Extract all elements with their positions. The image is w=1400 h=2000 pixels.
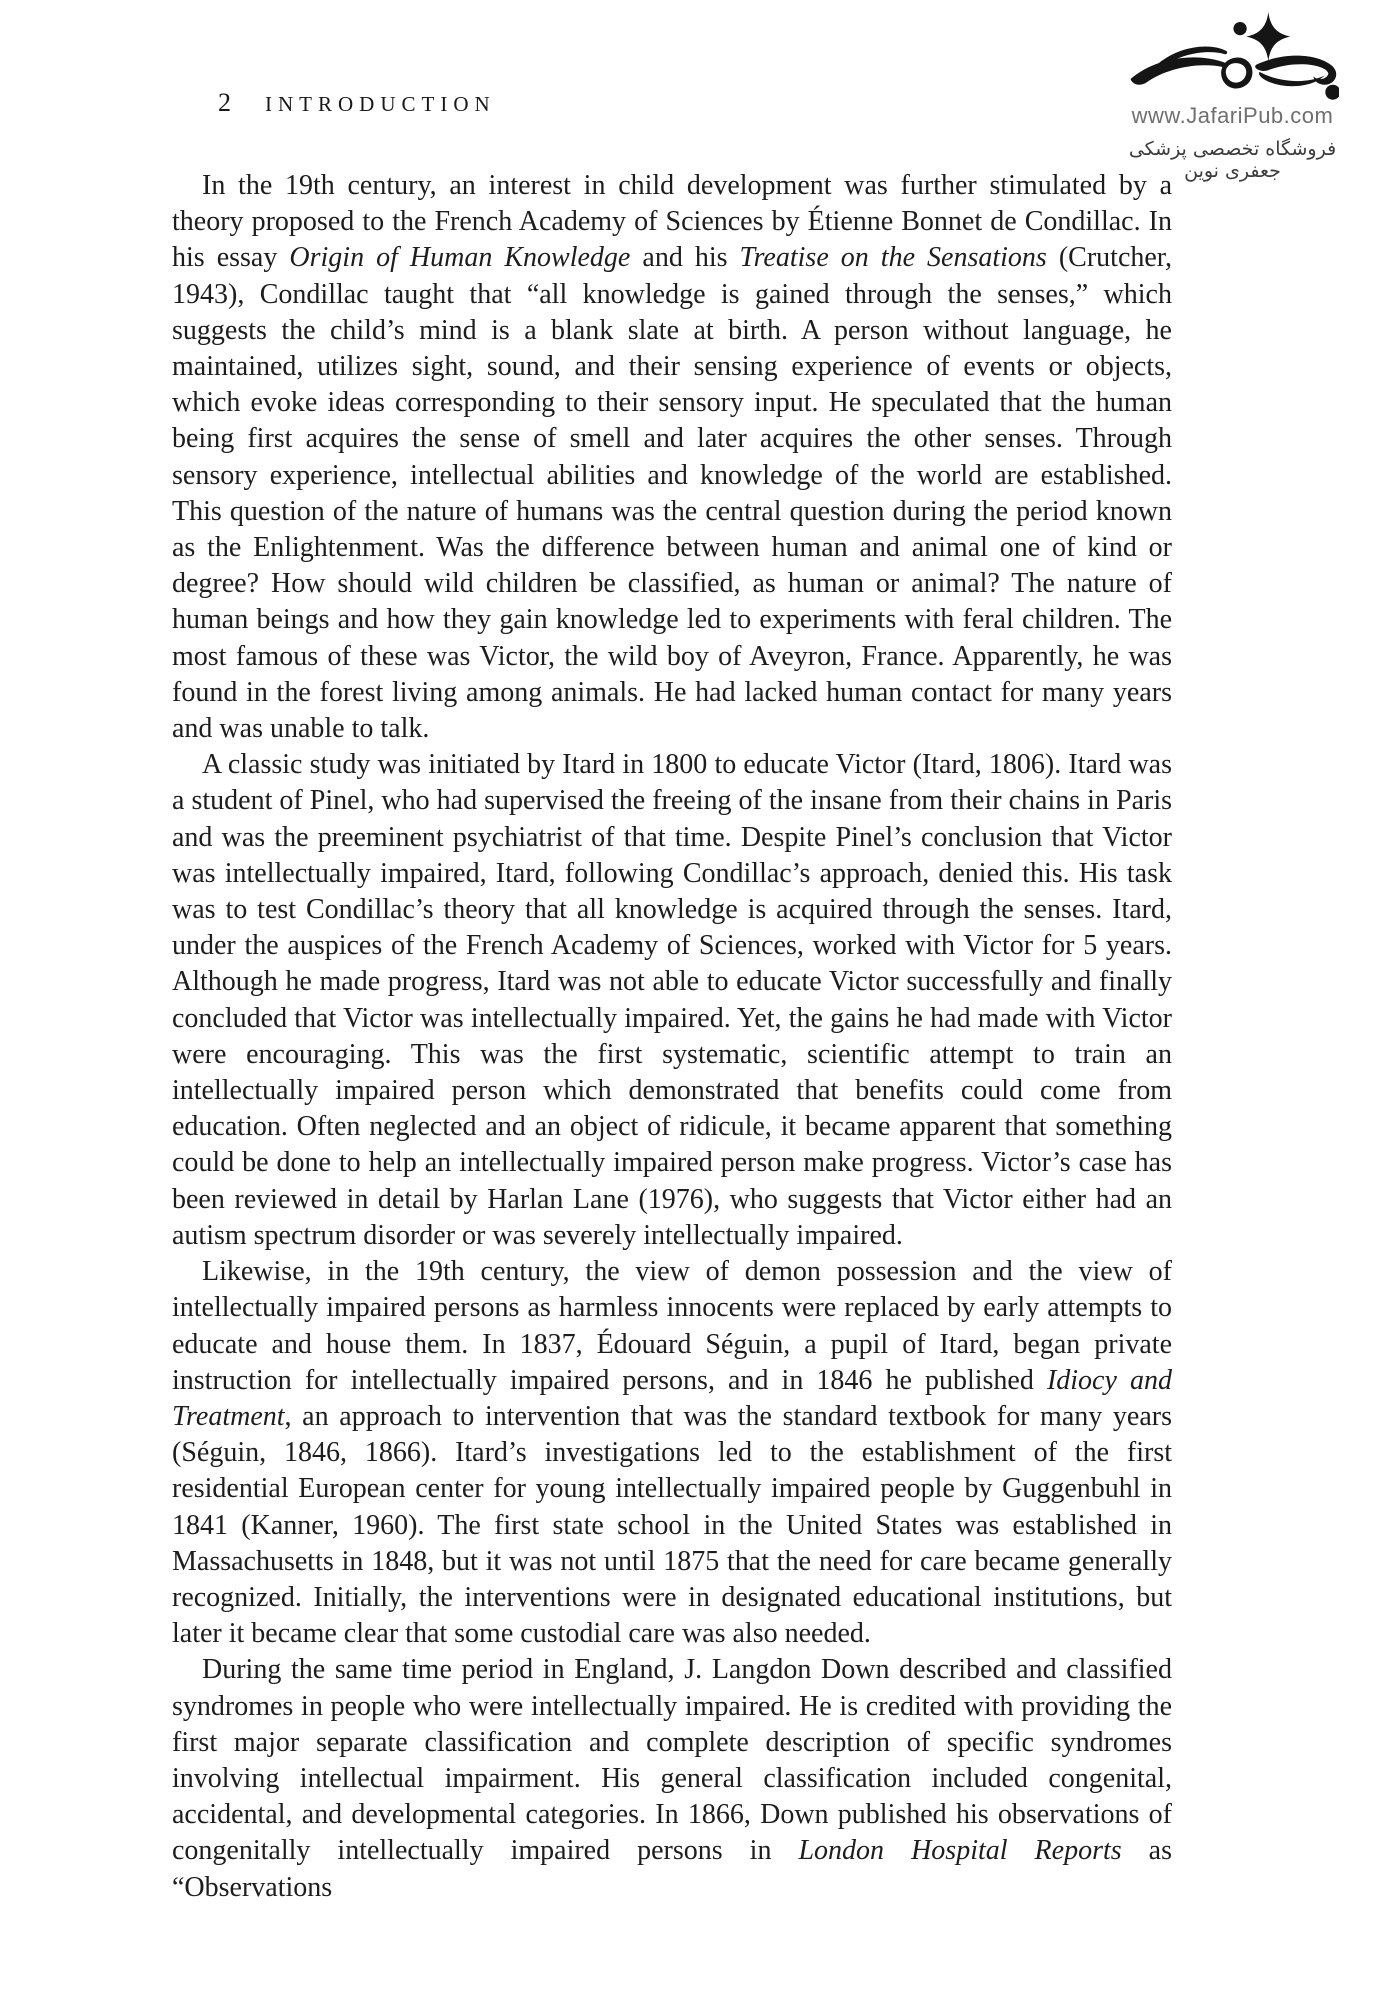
paragraph [172,1652,1172,1905]
body-run: as “Observations [172,1835,1172,1903]
body-run: and his [630,242,740,274]
italic-title-text: Origin of Human Knowledge [289,242,631,274]
italic-title-text: Idiocy and Treatment [172,1364,1172,1432]
publisher-url: www.JafariPub.com [1131,103,1334,128]
body-run: During the same time period in England, J. Langdon Down described and classified syndromes in people who were intellectually impaired. He is credited with providing the first major separate classification and complete description of specific syndromes involving intellectual impairment. His general classification included congenital, accidental, and developmental categories. In 1866, Down published his observations of congenitally intellectually impaired persons in [172,1654,1172,1867]
publisher-watermark [1105,10,1360,182]
paragraph [172,1254,1172,1652]
paragraph [172,168,1172,747]
publisher-tagline: فروشگاه تخصصی پزشکی جعفری نوین [1128,138,1337,182]
running-title: INTRODUCTION [265,92,496,116]
body-run: A classic study was initiated by Itard in 1800 to educate Victor (Itard, 1806). Itard was a student of Pinel, who had supervised the freeing of the insane from their chains in Paris and was the preeminent psychiatrist of that time. Despite Pinel’s conclusion that Victor was intellectually impaired, Itard, following Condillac’s approach, denied this. His task was to test Condillac’s theory that all knowledge is acquired through the senses. Itard, under the auspices of the French Academy of Sciences, worked with Victor for 5 years. Although he made progress, Itard was not able to educate Victor successfully and finally concluded that Victor was intellectually impaired. Yet, the gains he had made with Victor were encouraging. This was the first systematic, scientific attempt to train an intellectually impaired person which demonstrated that benefits could come from education. Often neglected and an object of ridicule, it became apparent that something could be done to help an intellectually impaired person make progress. Victor’s case has been reviewed in detail by Harlan Lane (1976), who suggests that Victor either had an autism spectrum disorder or was severely intellectually impaired. [172,749,1172,1251]
page-body [172,168,1172,1906]
italic-title-text: Treatise on the Sensations [739,242,1047,274]
paragraph [172,747,1172,1254]
body-run: In the 19th century, an interest in child development was further stimulated by a theory proposed to the French Academy of Sciences by Étienne Bonnet de Condillac. In his essay [172,170,1172,274]
body-run: (Crutcher, 1943), Condillac taught that “all knowledge is gained through the senses,” which suggests the child’s mind is a blank slate at birth. A person without language, he maintained, utilizes sight, sound, and their sensing experience of events or objects, which evoke ideas corresponding to their sensory input. He speculated that the human being first acquires the sense of smell and later acquires the other senses. Through sensory experience, intellectual abilities and knowledge of the world are established. This question of the nature of humans was the central question during the period known as the Enlightenment. Was the difference between human and animal one of kind or degree? How should wild children be classified, as human or animal? The nature of human beings and how they gain knowledge led to experiments with feral children. The most famous of these was Victor, the wild boy of Aveyron, France. Apparently, he was found in the forest living among animals. He had lacked human contact for many years and was unable to talk. [172,242,1173,745]
page-header [218,88,496,118]
jafaripub-logo-icon [1127,10,1339,102]
page-number: 2 [218,88,231,117]
body-run: Likewise, in the 19th century, the view of demon possession and the view of intellectually impaired persons as harmless innocents were replaced by early attempts to educate and house them. In 1837, Édouard Séguin, a pupil of Itard, began private instruction for intellectually impaired persons, and in 1846 he published [172,1256,1172,1396]
italic-title-text: London Hospital Reports [798,1835,1122,1867]
body-run: , an approach to intervention that was the standard textbook for many years (Séguin, 1846, 1866). Itard’s investigations led to the establishment of the first residential European center for young intellectually impaired people by Guggenbuhl in 1841 (Kanner, 1960). The first state school in the United States was established in Massachusetts in 1848, but it was not until 1875 that the need for care became generally recognized. Initially, the interventions were in designated educational institutions, but later it became clear that some custodial care was also needed. [172,1400,1172,1650]
